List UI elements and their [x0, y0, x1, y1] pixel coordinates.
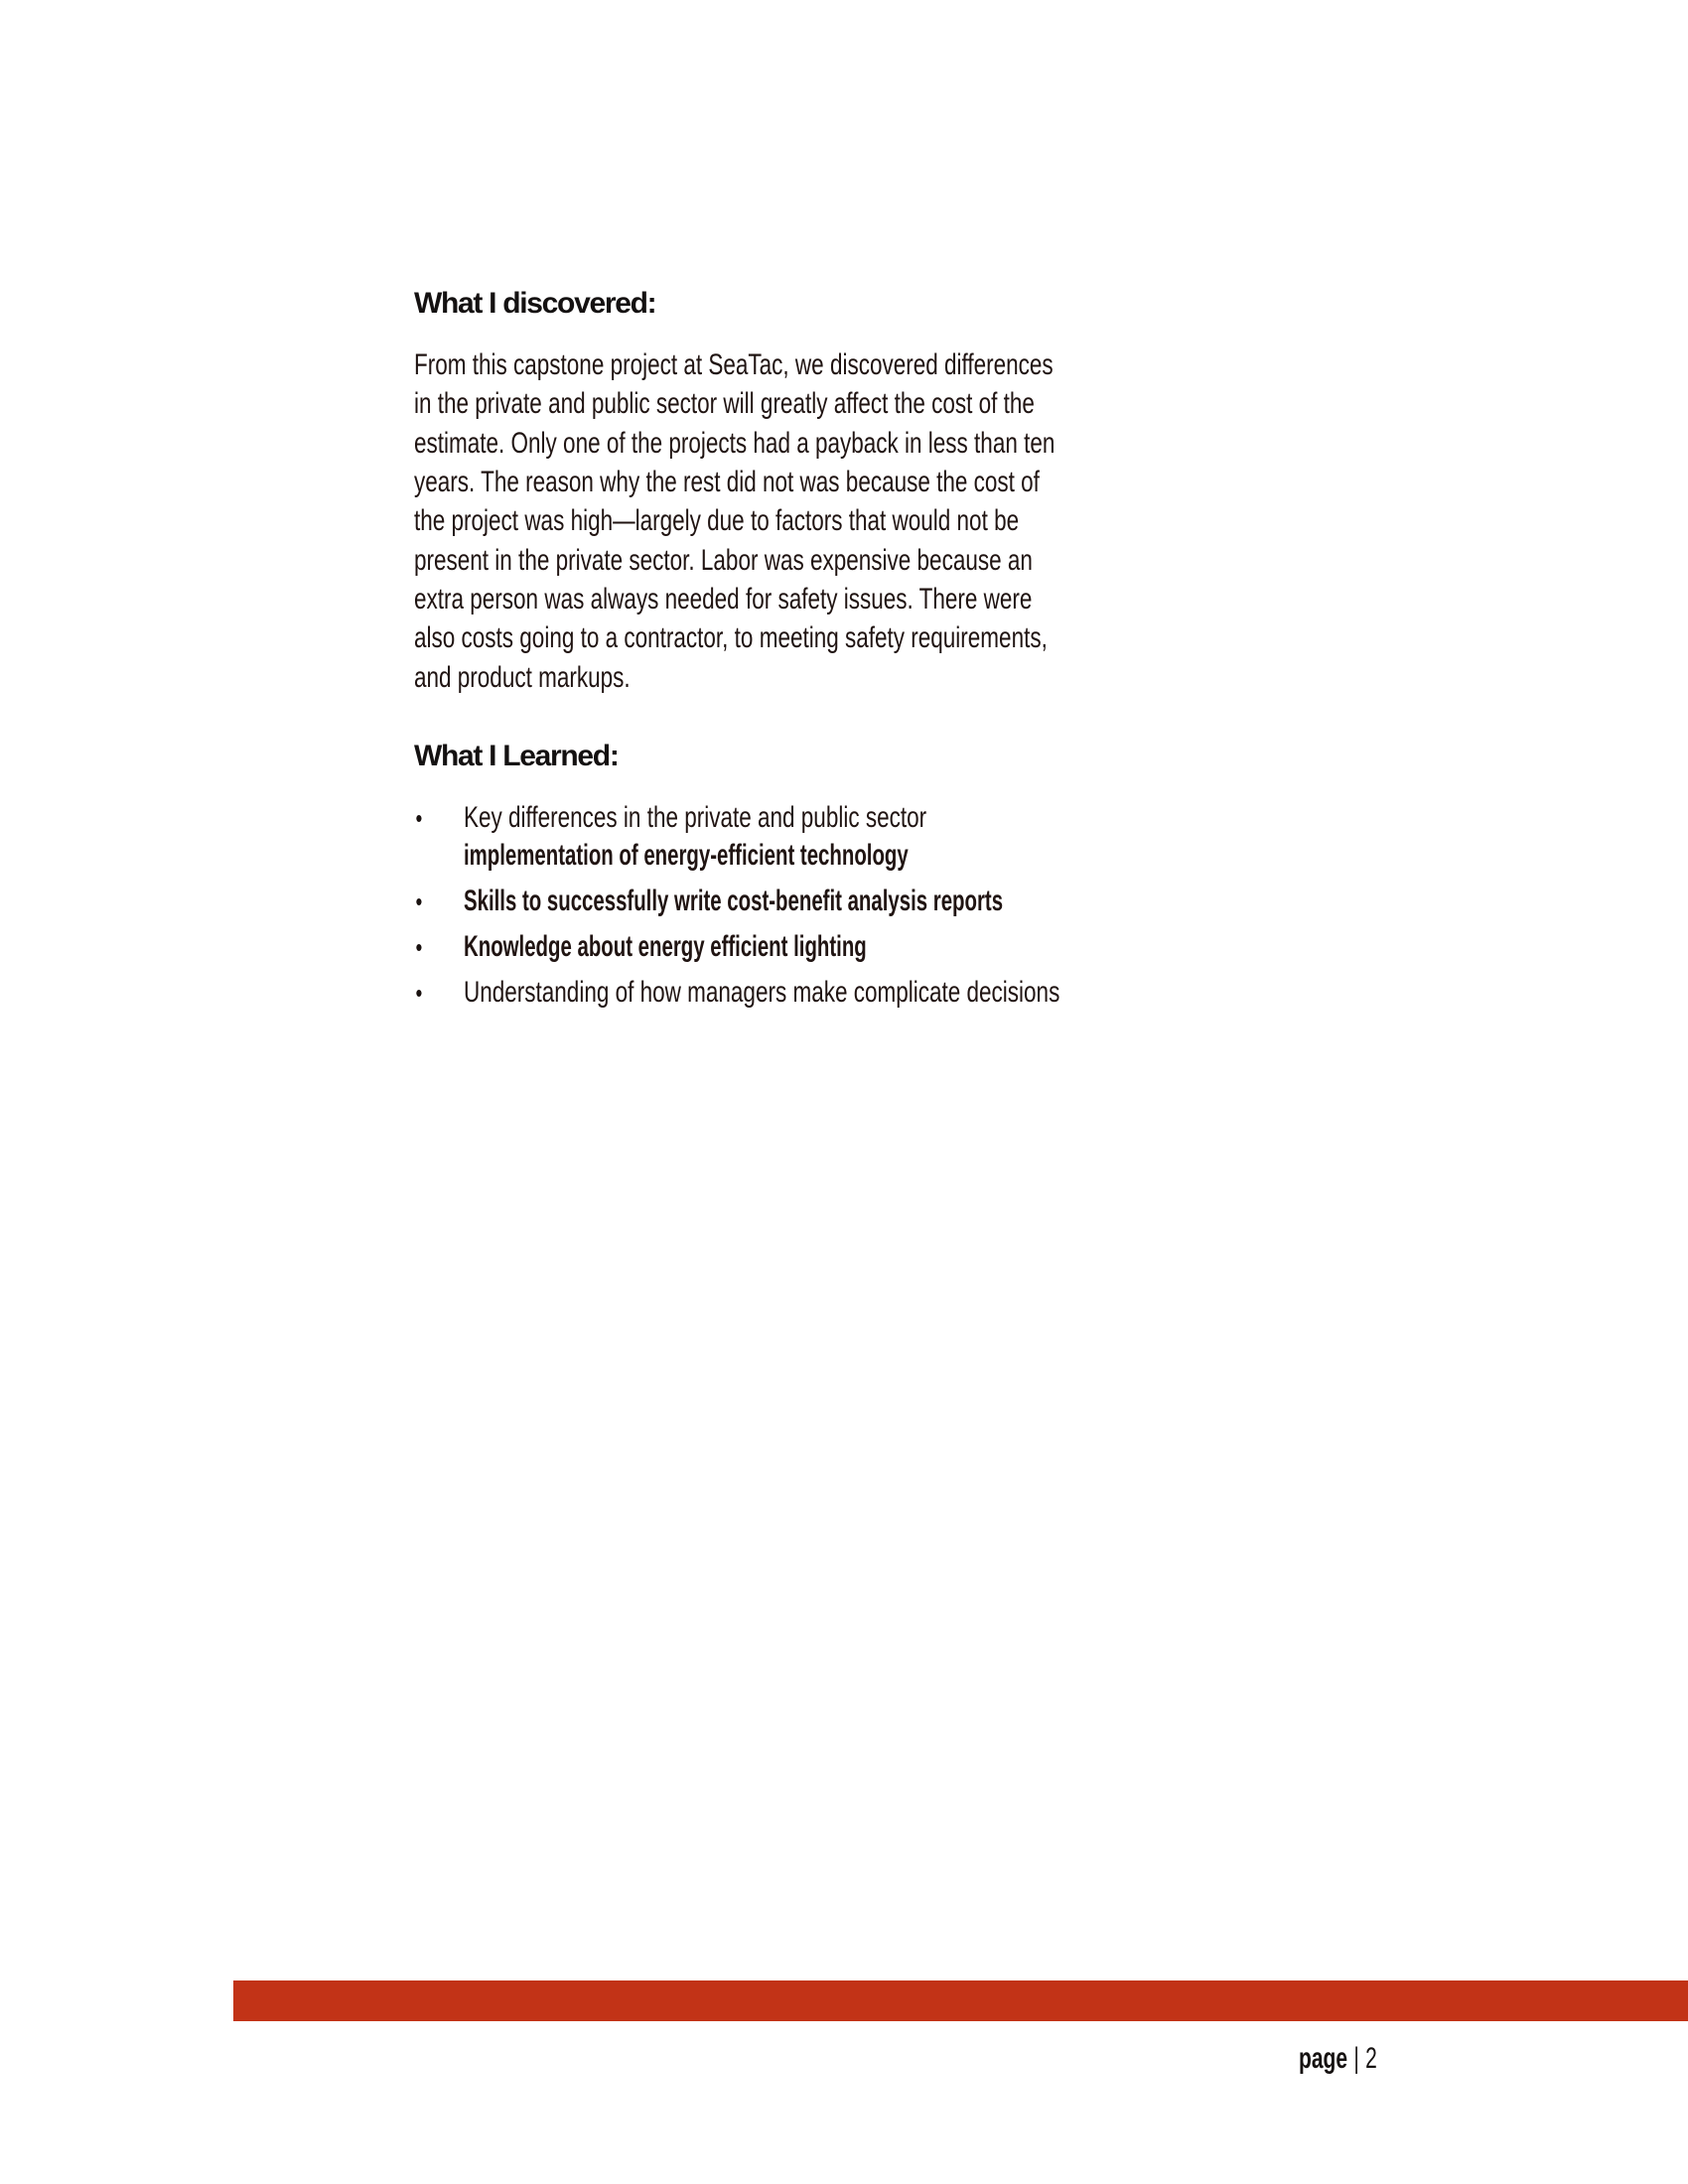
list-item — [414, 883, 1258, 920]
paragraph-line: the project was high—largely due to factors that would not be — [414, 504, 1020, 538]
list-item — [414, 799, 1258, 875]
list-item-line: Understanding of how managers make complicate decisions — [464, 976, 1060, 1009]
list-item-line: implementation of energy-efficient technology — [464, 839, 909, 872]
paragraph-line: estimate. Only one of the projects had a payback in less than ten — [414, 426, 1055, 460]
paragraph-line: years. The reason why the rest did not was because the cost of — [414, 465, 1040, 498]
bullet-icon: • — [415, 887, 423, 916]
list-item-line: Key differences in the private and public sector — [464, 801, 927, 834]
list-item — [414, 928, 1258, 966]
page-number: 2 — [1365, 2042, 1377, 2075]
paragraph-line: extra person was always needed for safety issues. There were — [414, 582, 1033, 615]
bullet-icon: • — [415, 932, 423, 962]
footer-separator: | — [1353, 2042, 1359, 2075]
learned-bullet-list — [414, 799, 1258, 1020]
list-item-line: Skills to successfully write cost-benefit analysis reports — [464, 885, 1004, 917]
page-label: page — [1299, 2042, 1348, 2075]
section-heading-learned: What I Learned: — [414, 740, 619, 772]
bullet-icon: • — [415, 803, 423, 833]
paragraph-line: in the private and public sector will greatly affect the cost of the — [414, 387, 1035, 421]
footer-accent-bar — [233, 1980, 1688, 2021]
page-footer — [1299, 2044, 1411, 2074]
discovered-paragraph — [414, 345, 1269, 697]
list-item — [414, 974, 1258, 1012]
section-heading-discovered: What I discovered: — [414, 287, 656, 320]
paragraph-line: also costs going to a contractor, to meeting safety requirements, — [414, 621, 1048, 655]
list-item-line: Knowledge about energy efficient lighting — [464, 930, 867, 963]
paragraph-line: and product markups. — [414, 660, 631, 694]
paragraph-line: From this capstone project at SeaTac, we discovered differences — [414, 348, 1054, 381]
paragraph-line: present in the private sector. Labor was expensive because an — [414, 543, 1033, 577]
bullet-icon: • — [415, 978, 423, 1008]
